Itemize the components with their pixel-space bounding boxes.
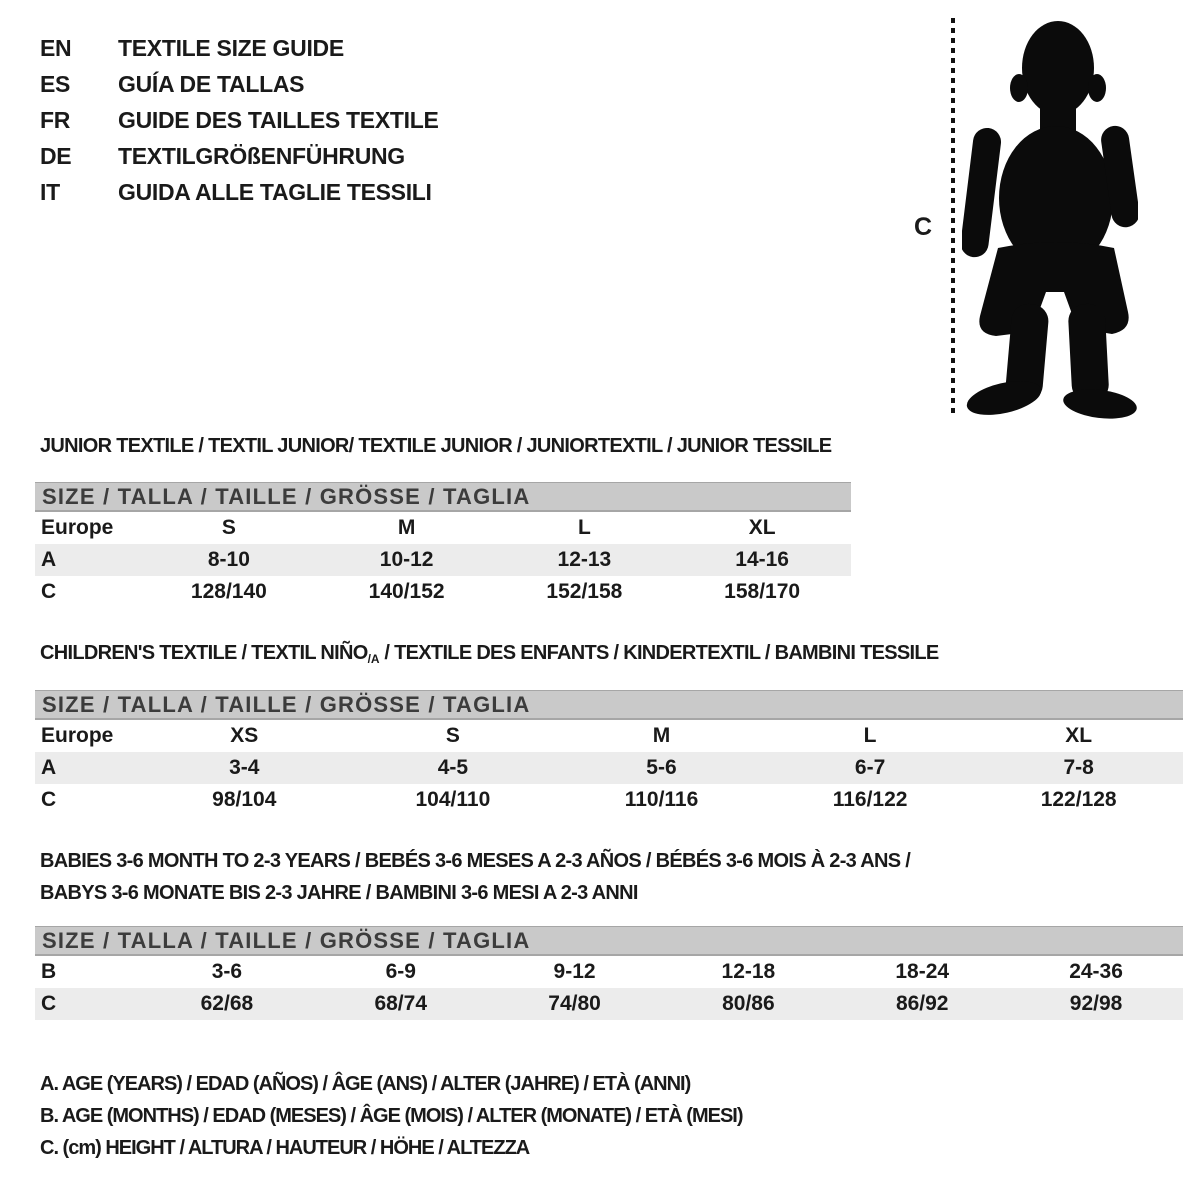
- height-measure-dashed-line: [951, 18, 955, 416]
- height-cell: 98/104: [212, 788, 277, 811]
- table-row-height: [35, 576, 851, 608]
- months-cell: 12-18: [721, 960, 776, 983]
- children-title-main: CHILDREN'S TEXTILE / TEXTIL NIÑO: [40, 642, 368, 664]
- months-cell: 3-6: [211, 960, 243, 983]
- language-row-en: [40, 30, 439, 66]
- language-row-de: [40, 138, 439, 174]
- children-title-subscript: /A: [367, 652, 380, 666]
- table-row-height: [35, 988, 1183, 1020]
- age-cell: 10-12: [379, 548, 434, 571]
- months-cell: 18-24: [895, 960, 950, 983]
- size-cell: S: [445, 724, 460, 747]
- language-list: [40, 30, 439, 210]
- language-code: ES: [40, 71, 71, 97]
- months-cell: 24-36: [1069, 960, 1123, 983]
- size-header-bar: SIZE / TALLA / TAILLE / GRÖSSE / TAGLIA: [35, 926, 1183, 956]
- height-measure-label: C: [914, 213, 933, 241]
- table-row-months: [35, 956, 1183, 988]
- age-cell: 12-13: [557, 548, 612, 571]
- age-cell: 8-10: [207, 548, 250, 571]
- legend-height-cm: C. (cm) HEIGHT / ALTURA / HAUTEUR / HÖHE / ALTEZZA: [40, 1137, 530, 1159]
- table-row-height: [35, 784, 1183, 816]
- row-label: B: [41, 960, 57, 983]
- height-cell: 152/158: [546, 580, 623, 603]
- language-row-fr: [40, 102, 439, 138]
- table-row-europe: [35, 720, 1183, 752]
- language-row-es: [40, 66, 439, 102]
- row-label: Europe: [41, 516, 114, 539]
- legend-age-years: A. AGE (YEARS) / EDAD (AÑOS) / ÂGE (ANS) / ALTER (JAHRE) / ETÀ (ANNI): [40, 1073, 691, 1095]
- babies-section-title-line1: BABIES 3-6 MONTH TO 2-3 YEARS / BEBÉS 3-6 MESES A 2-3 AÑOS / BÉBÉS 3-6 MOIS À 2-3 ANS /: [40, 850, 911, 872]
- language-title: GUIDE DES TAILLES TEXTILE: [118, 107, 439, 133]
- children-title-rest: / TEXTILE DES ENFANTS / KINDERTEXTIL / BAMBINI TESSILE: [379, 642, 939, 664]
- table-row-age: [35, 752, 1183, 784]
- junior-size-table: [35, 482, 851, 608]
- babies-size-table: [35, 926, 1183, 1020]
- language-title: GUIDA ALLE TAGLIE TESSILI: [118, 179, 432, 205]
- language-code: EN: [40, 35, 72, 61]
- height-cell: 140/152: [368, 580, 445, 603]
- height-cell: 86/92: [895, 992, 949, 1015]
- size-cell: XL: [748, 516, 776, 539]
- language-code: FR: [40, 107, 71, 133]
- row-label: Europe: [41, 724, 114, 747]
- row-label: C: [41, 580, 57, 603]
- height-cell: 122/128: [1040, 788, 1117, 811]
- height-cell: 104/110: [415, 788, 491, 811]
- language-code: IT: [40, 179, 60, 205]
- size-header-bar: SIZE / TALLA / TAILLE / GRÖSSE / TAGLIA: [35, 690, 1183, 720]
- height-cell: 116/122: [832, 788, 908, 811]
- size-cell: M: [652, 724, 671, 747]
- children-size-table: [35, 690, 1183, 816]
- age-cell: 7-8: [1063, 756, 1094, 779]
- table-row-age: [35, 544, 851, 576]
- age-cell: 4-5: [437, 756, 469, 779]
- age-cell: 6-7: [854, 756, 886, 779]
- age-cell: 3-4: [229, 756, 260, 779]
- language-title: GUÍA DE TALLAS: [118, 71, 305, 97]
- row-label: A: [41, 548, 57, 571]
- children-section-title: [40, 641, 939, 671]
- language-row-it: [40, 174, 439, 210]
- height-cell: 110/116: [624, 788, 699, 811]
- age-cell: 14-16: [735, 548, 789, 571]
- legend: [40, 1068, 743, 1164]
- size-cell: XL: [1065, 724, 1093, 747]
- months-cell: 9-12: [553, 960, 596, 983]
- size-cell: M: [397, 516, 416, 539]
- height-cell: 92/98: [1069, 992, 1123, 1015]
- height-cell: 74/80: [548, 992, 601, 1015]
- language-title: TEXTILGRÖßENFÜHRUNG: [118, 143, 405, 169]
- height-cell: 80/86: [722, 992, 775, 1015]
- months-cell: 6-9: [385, 960, 416, 983]
- height-cell: 158/170: [724, 580, 801, 603]
- table-row-europe: [35, 512, 851, 544]
- row-label: C: [41, 788, 57, 811]
- size-header-bar: SIZE / TALLA / TAILLE / GRÖSSE / TAGLIA: [35, 482, 851, 512]
- babies-section-title-line2: BABYS 3-6 MONATE BIS 2-3 JAHRE / BAMBINI 3-6 MESI A 2-3 ANNI: [40, 882, 638, 904]
- language-code: DE: [40, 143, 72, 169]
- size-cell: S: [221, 516, 236, 539]
- row-label: C: [41, 992, 57, 1015]
- toddler-silhouette-image: [962, 16, 1138, 420]
- height-cell: 128/140: [190, 580, 267, 603]
- size-cell: XS: [230, 724, 259, 747]
- height-cell: 62/68: [200, 992, 254, 1015]
- age-cell: 5-6: [646, 756, 677, 779]
- legend-age-months: B. AGE (MONTHS) / EDAD (MESES) / ÂGE (MOIS) / ALTER (MONATE) / ETÀ (MESI): [40, 1105, 743, 1127]
- size-cell: L: [577, 516, 591, 539]
- language-title: TEXTILE SIZE GUIDE: [118, 35, 344, 61]
- junior-section-title: JUNIOR TEXTILE / TEXTIL JUNIOR/ TEXTILE JUNIOR / JUNIORTEXTIL / JUNIOR TESSILE: [40, 435, 832, 457]
- size-cell: L: [863, 724, 877, 747]
- height-cell: 68/74: [374, 992, 428, 1015]
- row-label: A: [41, 756, 57, 779]
